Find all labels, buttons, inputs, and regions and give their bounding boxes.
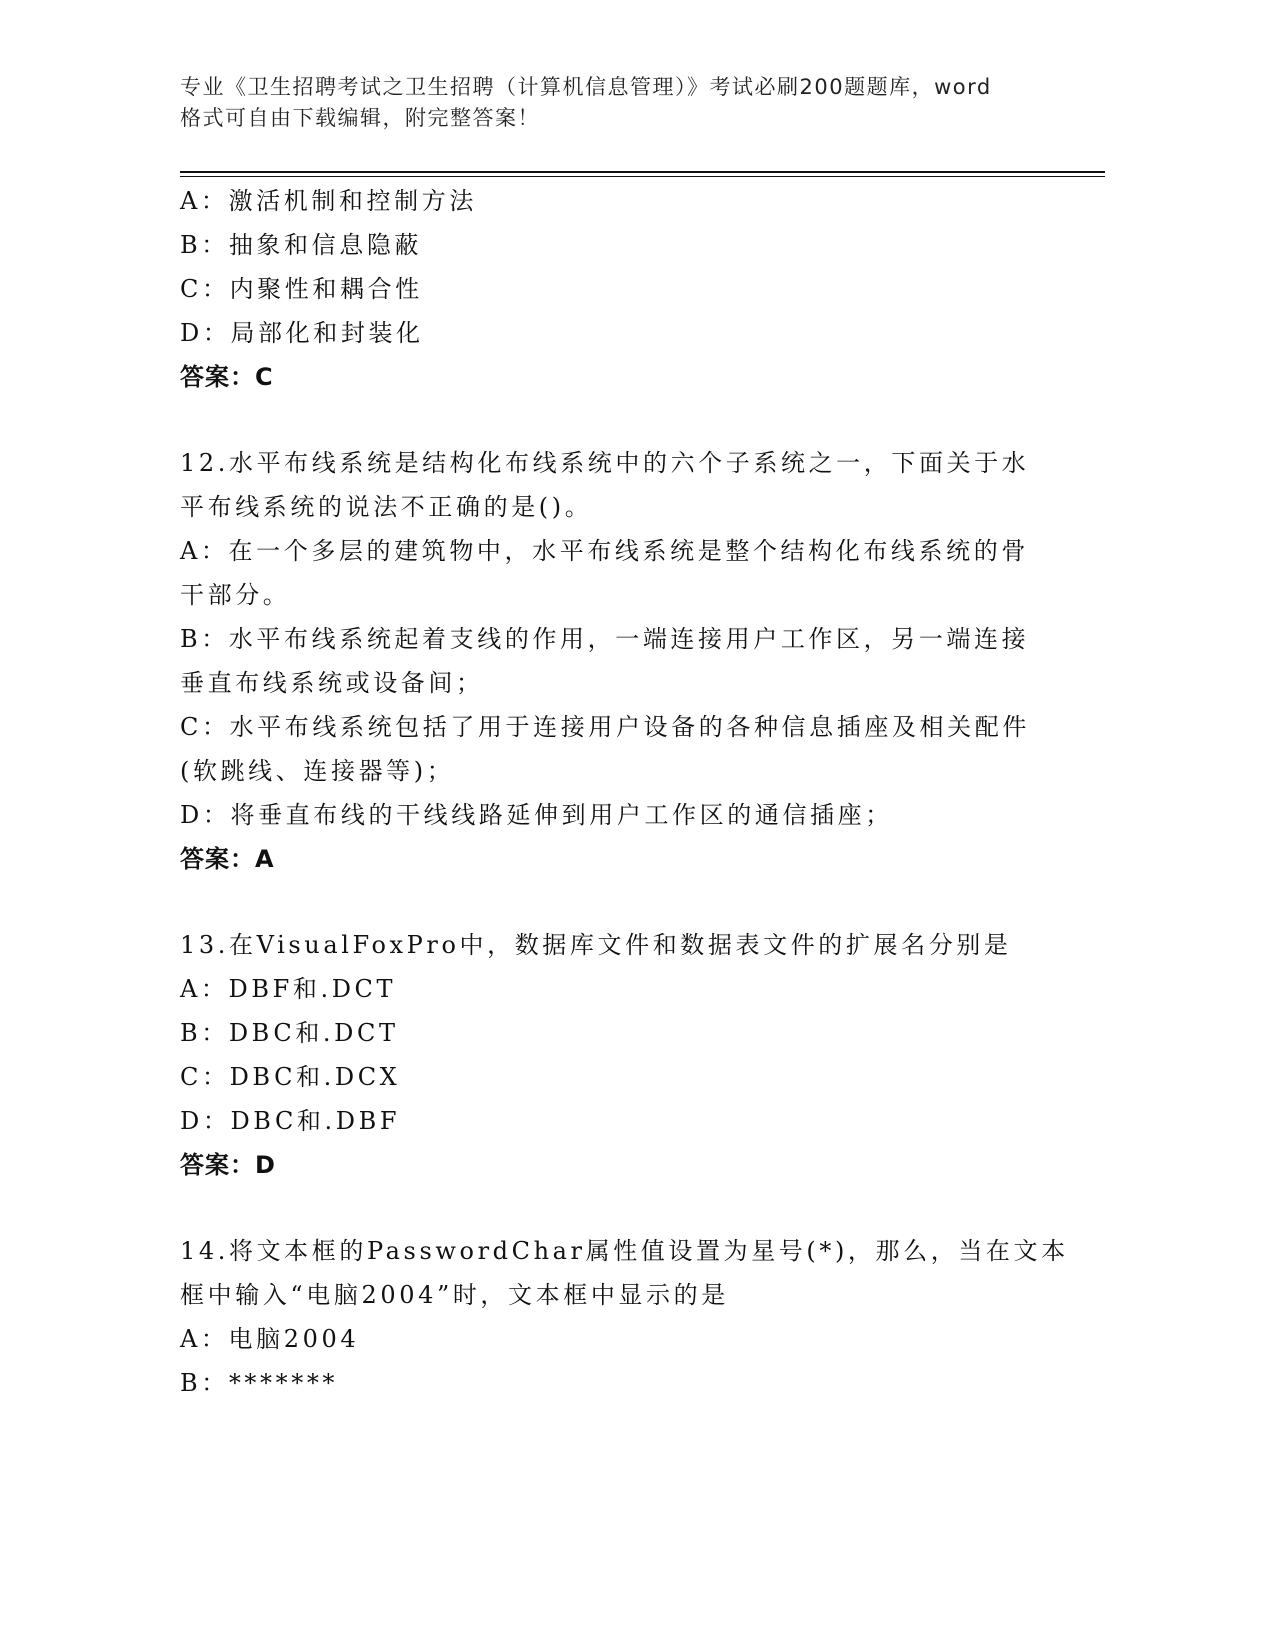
question-line: C：水平布线系统包括了用于连接用户设备的各种信息插座及相关配件	[180, 713, 1030, 741]
question-block	[180, 441, 1080, 881]
answer-line: 答案：C	[180, 363, 274, 391]
question-list	[180, 179, 1080, 1405]
question-line: B：*******	[180, 1369, 339, 1397]
header-divider	[180, 171, 1105, 173]
question-line: C：内聚性和耦合性	[180, 275, 423, 303]
question-line: 干部分。	[180, 581, 291, 609]
question-line: A：在一个多层的建筑物中，水平布线系统是整个结构化布线系统的骨	[180, 537, 1029, 565]
answer-line: 答案：A	[180, 845, 275, 873]
question-line: B：DBC和.DCT	[180, 1019, 399, 1047]
answer-line: 答案：D	[180, 1151, 276, 1179]
question-line: 垂直布线系统或设备间；	[180, 669, 484, 697]
header-divider	[180, 176, 1105, 177]
question-line: A：电脑2004	[180, 1325, 360, 1353]
question-line: (软跳线、连接器等)；	[180, 757, 455, 785]
question-line: B：水平布线系统起着支线的作用，一端连接用户工作区，另一端连接	[180, 625, 1030, 653]
question-line: A：激活机制和控制方法	[180, 187, 477, 215]
question-block	[180, 923, 1080, 1187]
document-header	[180, 72, 1060, 134]
question-line: D：将垂直布线的干线线路延伸到用户工作区的通信插座；	[180, 801, 893, 829]
question-line: B：抽象和信息隐蔽	[180, 231, 423, 259]
question-line: A：DBF和.DCT	[180, 975, 397, 1003]
question-line: 13.在VisualFoxPro中，数据库文件和数据表文件的扩展名分别是	[180, 931, 1012, 959]
question-line: 平布线系统的说法不正确的是()。	[180, 493, 593, 521]
question-line: 框中输入“电脑2004”时，文本框中显示的是	[180, 1281, 729, 1309]
question-line: D：局部化和封装化	[180, 319, 424, 347]
question-line: C：DBC和.DCX	[180, 1063, 401, 1091]
question-line: 14.将文本框的PasswordChar属性值设置为星号(*)，那么，当在文本	[180, 1237, 1069, 1265]
question-block	[180, 1229, 1080, 1405]
header-line: 专业《卫生招聘考试之卫生招聘（计算机信息管理）》考试必刷200题题库，word	[180, 75, 992, 99]
question-line: D：DBC和.DBF	[180, 1107, 401, 1135]
header-line: 格式可自由下载编辑，附完整答案！	[180, 106, 540, 130]
question-line: 12.水平布线系统是结构化布线系统中的六个子系统之一，下面关于水	[180, 449, 1030, 477]
question-block	[180, 179, 1080, 399]
